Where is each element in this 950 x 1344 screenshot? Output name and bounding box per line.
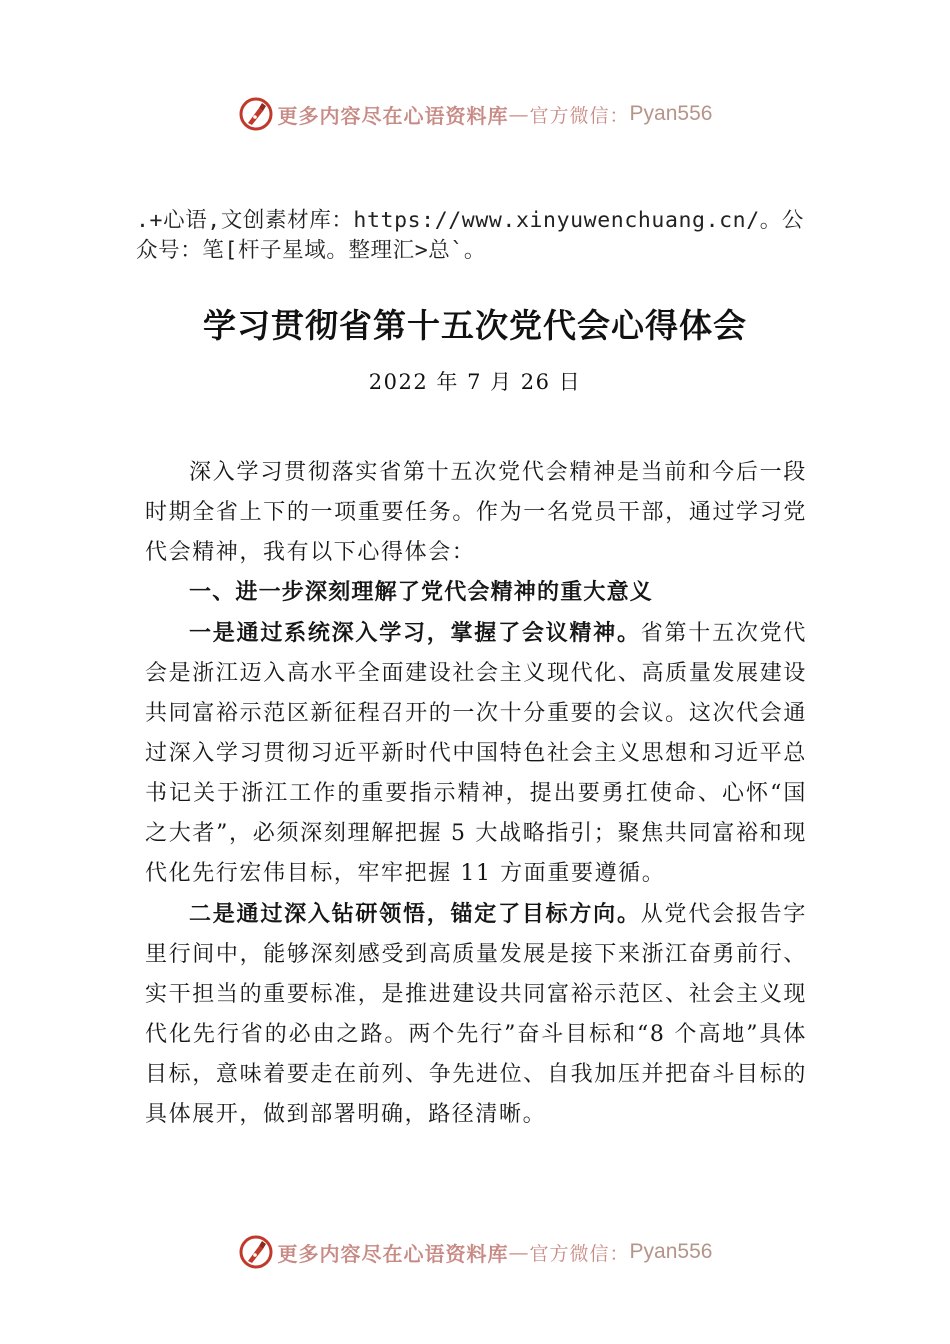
document-title: 学习贯彻省第十五次党代会心得体会: [203, 306, 747, 345]
body-paragraph-2: [145, 894, 807, 1135]
banner-text: 更多内容尽在心语资料库: [277, 1241, 509, 1266]
pen-nib-logo-icon: [238, 96, 274, 132]
banner-wechat-id: Pyan556: [629, 1240, 713, 1263]
banner-wechat-label: 官方微信：: [529, 1242, 630, 1265]
banner-separator: —: [508, 102, 530, 126]
section-heading: 一、进一步深刻理解了党代会精神的重大意义: [189, 580, 654, 605]
paragraph-text: 省第十五次党代会是浙江迈入高水平全面建设社会主义现代化、高质量发展建设共同富裕示范区新征程召开的一次十分重要的会议。这次代会通过深入学习贯彻习近平新时代中国特色社会主义思想和习近平总书记关于浙江工作的重要指示精神，提出要勇扛使命、心怀“国之大者”，必须深刻理解把握 5 大战略指引；聚焦共同富裕和现代化先行宏伟目标，牢牢把握 11 方面重要遵循。: [145, 621, 808, 886]
body-paragraph-1: [145, 613, 807, 894]
paragraph-text: 从党代会报告字里行间中，能够深刻感受到高质量发展是接下来浙江奋勇前行、实干担当的重要标准，是推进建设共同富裕示范区、社会主义现代化先行省的必由之路。两个先行”奋斗目标和“8 个高地”具体目标，意味着要走在前列、争先进位、自我加压并把奋斗目标的具体展开，做到部署明确，路径清晰。: [145, 902, 808, 1127]
source-note: .+心语,文创素材库：https://www.xinyuwenchuang.cn/。公众号：笔[杆子星域。整理汇>总`。: [136, 208, 804, 263]
document-date: 2022 年 7 月 26 日: [368, 370, 582, 394]
paragraph-lead: 一是通过系统深入学习，掌握了会议精神。: [189, 620, 641, 646]
banner-text: 更多内容尽在心语资料库: [277, 103, 509, 128]
header-banner: [0, 94, 950, 134]
intro-paragraph: 深入学习贯彻落实省第十五次党代会精神是当前和今后一段时期全省上下的一项重要任务。作为一名党员干部，通过学习党代会精神，我有以下心得体会：: [145, 460, 807, 565]
document-body: [145, 453, 807, 1135]
banner-wechat-id: Pyan556: [629, 102, 713, 125]
footer-banner: [0, 1232, 950, 1272]
banner-separator: —: [508, 1240, 530, 1264]
banner-wechat-label: 官方微信：: [529, 104, 630, 127]
pen-nib-logo-icon: [238, 1234, 274, 1270]
paragraph-lead: 二是通过深入钻研领悟，锚定了目标方向。: [189, 901, 641, 927]
